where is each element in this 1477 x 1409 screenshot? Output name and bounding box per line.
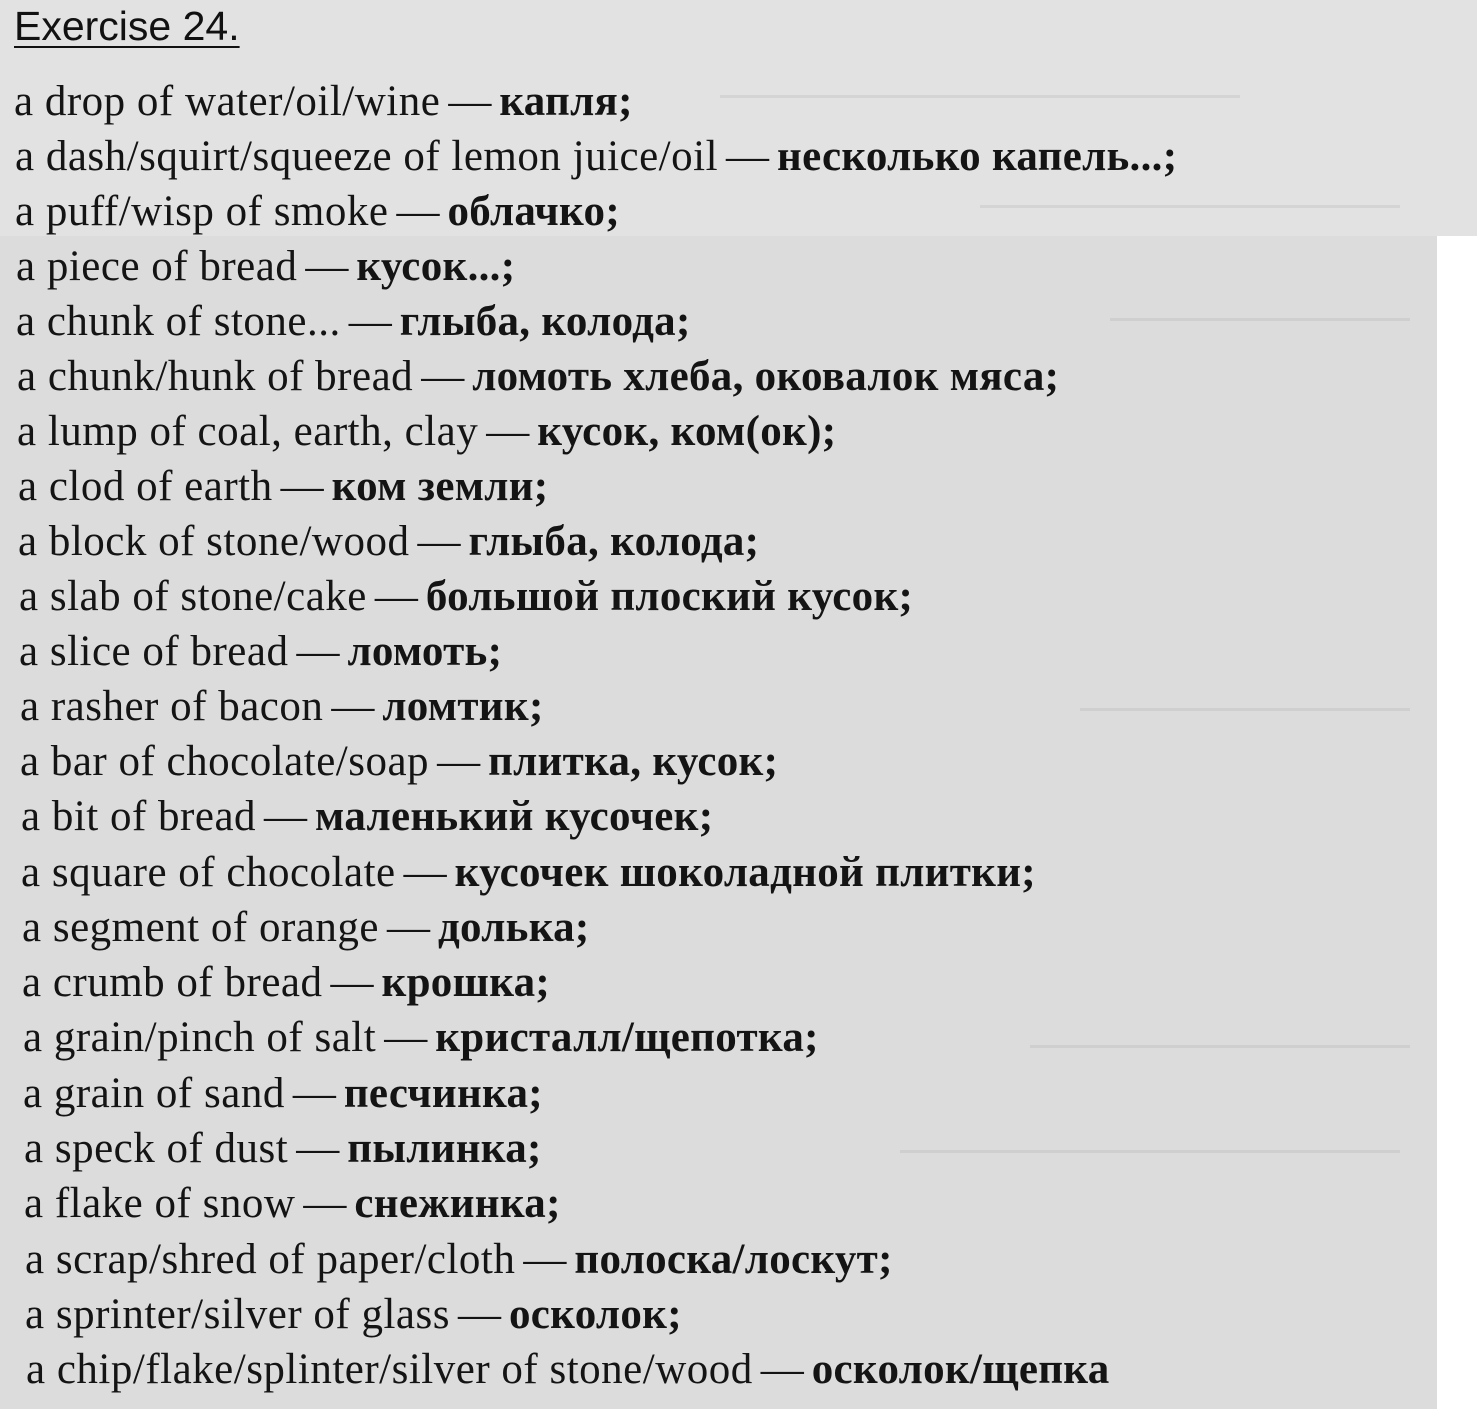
english-phrase: a slice of bread bbox=[19, 628, 289, 675]
vocabulary-row bbox=[19, 626, 502, 678]
english-phrase: a grain/pinch of salt bbox=[23, 1014, 377, 1061]
separator-dash: — bbox=[726, 133, 770, 180]
russian-translation: кусок...; bbox=[356, 243, 516, 290]
russian-translation: ком земли; bbox=[331, 463, 549, 510]
russian-translation: ломоть хлеба, оковалок мяса; bbox=[472, 353, 1060, 400]
vocabulary-row bbox=[17, 351, 1059, 403]
vocabulary-row bbox=[25, 1234, 893, 1286]
vocabulary-row bbox=[23, 1012, 819, 1064]
russian-translation: глыба, колода; bbox=[468, 518, 760, 565]
vocabulary-row bbox=[16, 241, 515, 293]
english-phrase: a bit of bread bbox=[21, 793, 257, 840]
separator-dash: — bbox=[417, 518, 461, 565]
separator-dash: — bbox=[448, 78, 492, 125]
vocabulary-row bbox=[16, 296, 691, 348]
vocabulary-row bbox=[18, 461, 548, 513]
russian-translation: кристалл/щепотка; bbox=[435, 1014, 819, 1061]
separator-dash: — bbox=[331, 683, 375, 730]
show-through-line bbox=[720, 95, 1240, 98]
russian-translation: маленький кусочек; bbox=[315, 793, 714, 840]
russian-translation: большой плоский кусок; bbox=[425, 573, 914, 620]
english-phrase: a block of stone/wood bbox=[18, 518, 410, 565]
english-phrase: a speck of dust bbox=[24, 1125, 289, 1172]
english-phrase: a segment of orange bbox=[22, 904, 379, 951]
english-phrase: a puff/wisp of smoke bbox=[15, 188, 389, 235]
russian-translation: полоска/лоскут; bbox=[574, 1236, 893, 1283]
separator-dash: — bbox=[348, 298, 392, 345]
vocabulary-row bbox=[15, 131, 1177, 183]
vocabulary-row bbox=[22, 957, 550, 1009]
separator-dash: — bbox=[296, 628, 340, 675]
english-phrase: a drop of water/oil/wine bbox=[14, 78, 441, 125]
separator-dash: — bbox=[760, 1346, 804, 1393]
russian-translation: пылинка; bbox=[347, 1125, 542, 1172]
english-phrase: a square of chocolate bbox=[21, 849, 396, 896]
russian-translation: капля; bbox=[499, 78, 633, 125]
vocabulary-row bbox=[14, 76, 633, 128]
separator-dash: — bbox=[437, 738, 481, 785]
english-phrase: a sprinter/silver of glass bbox=[25, 1291, 450, 1338]
separator-dash: — bbox=[421, 353, 465, 400]
english-phrase: a rasher of bacon bbox=[20, 683, 324, 730]
exercise-title: Exercise 24. bbox=[14, 3, 240, 49]
english-phrase: a chip/flake/splinter/silver of stone/wood bbox=[26, 1346, 753, 1393]
separator-dash: — bbox=[264, 793, 308, 840]
english-phrase: a chunk of stone... bbox=[16, 298, 341, 345]
show-through-line bbox=[1110, 318, 1410, 321]
vocabulary-row bbox=[25, 1289, 682, 1341]
vocabulary-row bbox=[20, 736, 778, 788]
vocabulary-row bbox=[26, 1344, 1110, 1396]
separator-dash: — bbox=[396, 188, 440, 235]
separator-dash: — bbox=[384, 1014, 428, 1061]
russian-translation: кусок, ком(ок); bbox=[537, 408, 837, 455]
russian-translation: глыба, колода; bbox=[399, 298, 691, 345]
separator-dash: — bbox=[458, 1291, 501, 1338]
english-phrase: a scrap/shred of paper/cloth bbox=[25, 1236, 516, 1283]
vocabulary-row bbox=[24, 1123, 542, 1175]
separator-dash: — bbox=[280, 463, 324, 510]
separator-dash: — bbox=[486, 408, 530, 455]
english-phrase: a chunk/hunk of bread bbox=[17, 353, 414, 400]
vocabulary-row bbox=[21, 847, 1036, 899]
separator-dash: — bbox=[292, 1070, 336, 1117]
russian-translation: несколько капель...; bbox=[777, 133, 1178, 180]
russian-translation: осколок/щепка bbox=[811, 1346, 1110, 1393]
russian-translation: осколок; bbox=[509, 1291, 682, 1338]
separator-dash: — bbox=[523, 1236, 567, 1283]
vocabulary-row bbox=[21, 791, 713, 843]
russian-translation: плитка, кусок; bbox=[488, 738, 779, 785]
russian-translation: кусочек шоколадной плитки; bbox=[454, 849, 1036, 896]
separator-dash: — bbox=[305, 243, 349, 290]
english-phrase: a clod of earth bbox=[18, 463, 273, 510]
english-phrase: a crumb of bread bbox=[22, 959, 323, 1006]
vocabulary-row bbox=[20, 681, 544, 733]
english-phrase: a lump of coal, earth, clay bbox=[17, 408, 479, 455]
russian-translation: долька; bbox=[437, 904, 590, 951]
english-phrase: a flake of snow bbox=[24, 1180, 296, 1227]
english-phrase: a bar of chocolate/soap bbox=[20, 738, 430, 785]
english-phrase: a dash/squirt/squeeze of lemon juice/oil bbox=[15, 133, 719, 180]
russian-translation: ломоть; bbox=[347, 628, 503, 675]
russian-translation: снежинка; bbox=[354, 1180, 561, 1227]
vocabulary-row bbox=[17, 406, 836, 458]
english-phrase: a grain of sand bbox=[23, 1070, 285, 1117]
english-phrase: a slab of stone/cake bbox=[19, 573, 367, 620]
russian-translation: крошка; bbox=[381, 959, 551, 1006]
show-through-line bbox=[1080, 708, 1410, 711]
vocabulary-row bbox=[15, 186, 620, 238]
separator-dash: — bbox=[386, 904, 430, 951]
russian-translation: песчинка; bbox=[343, 1070, 543, 1117]
separator-dash: — bbox=[403, 849, 447, 896]
russian-translation: ломтик; bbox=[382, 683, 544, 730]
show-through-line bbox=[900, 1150, 1400, 1153]
separator-dash: — bbox=[296, 1125, 340, 1172]
show-through-line bbox=[980, 205, 1400, 208]
vocabulary-row bbox=[19, 571, 913, 623]
vocabulary-row bbox=[18, 516, 759, 568]
vocabulary-row bbox=[22, 902, 590, 954]
show-through-line bbox=[1030, 1045, 1410, 1048]
russian-translation: облачко; bbox=[447, 188, 620, 235]
english-phrase: a piece of bread bbox=[16, 243, 298, 290]
separator-dash: — bbox=[303, 1180, 347, 1227]
vocabulary-row bbox=[24, 1178, 561, 1230]
separator-dash: — bbox=[374, 573, 418, 620]
vocabulary-row bbox=[23, 1068, 543, 1120]
separator-dash: — bbox=[330, 959, 374, 1006]
